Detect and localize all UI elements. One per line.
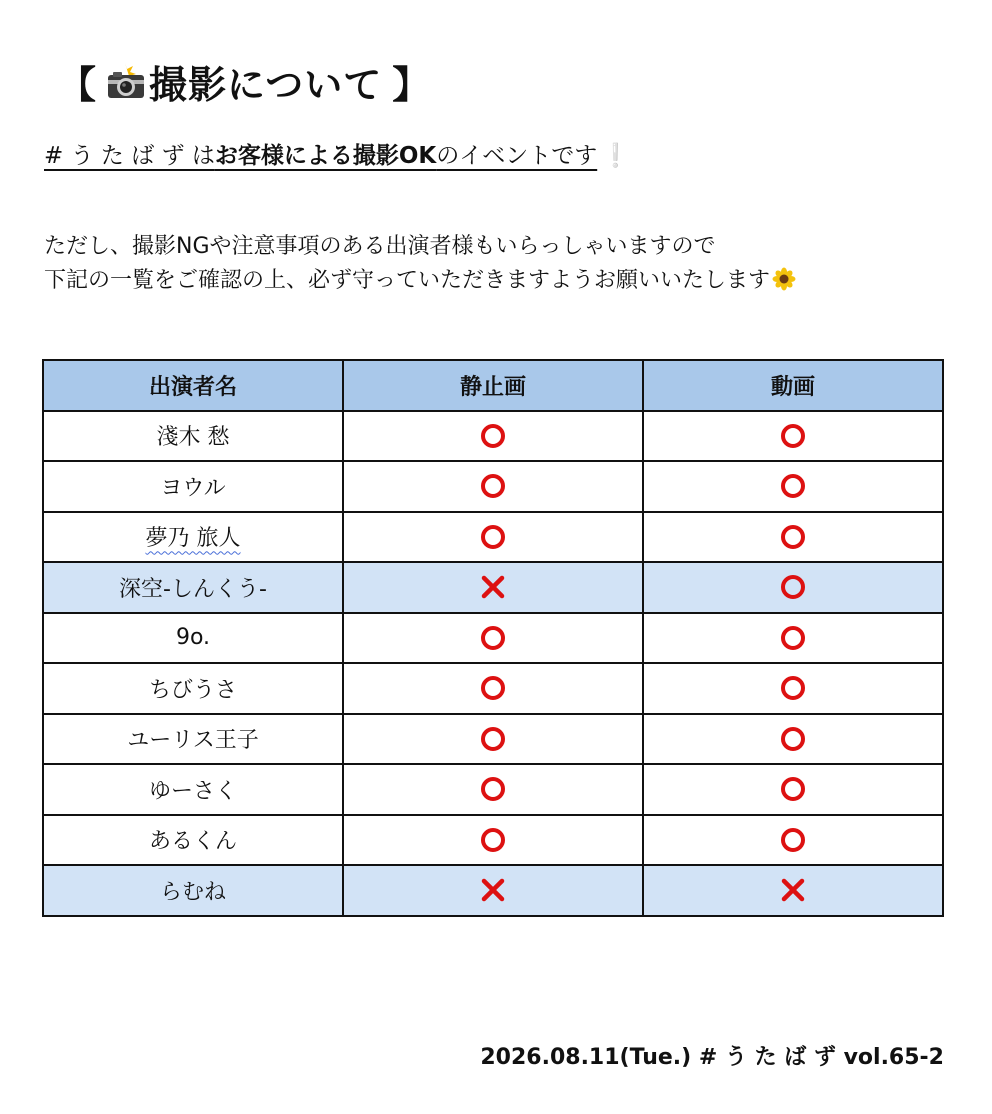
title-text: 撮影について: [149, 63, 383, 107]
circle-ok-icon: [480, 726, 506, 752]
header-performer: 出演者名: [43, 360, 343, 411]
photo-permission-cell: [343, 562, 643, 613]
footer-event-info: 2026.08.11(Tue.) # う た ば ず vol.65-2: [480, 1045, 944, 1070]
notice-line-2-wrap: [44, 264, 796, 298]
circle-ok-icon: [480, 473, 506, 499]
table-row: [43, 764, 943, 815]
video-permission-cell: [643, 562, 943, 613]
video-permission-cell: [643, 764, 943, 815]
exclamation-icon: ❕: [601, 143, 630, 169]
table-row: [43, 865, 943, 916]
table-row: [43, 613, 943, 664]
performer-name-text: ヨウル: [160, 475, 226, 501]
performer-name: [43, 714, 343, 765]
performer-name: [43, 461, 343, 512]
table-row: [43, 512, 943, 563]
video-permission-cell: [643, 512, 943, 563]
performer-name-text: 淺木 愁: [156, 425, 230, 451]
circle-ok-icon: [480, 776, 506, 802]
header-video: 動画: [643, 360, 943, 411]
video-permission-cell: [643, 411, 943, 462]
header-photo: 静止画: [343, 360, 643, 411]
performer-name-text: ユーリス王子: [127, 728, 259, 754]
video-permission-cell: [643, 663, 943, 714]
performer-name-text: あるくん: [148, 829, 237, 855]
performer-name: [43, 562, 343, 613]
photo-permission-table: [42, 359, 944, 917]
circle-ok-icon: [780, 726, 806, 752]
photo-permission-cell: [343, 714, 643, 765]
photo-permission-cell: [343, 865, 643, 916]
circle-ok-icon: [480, 524, 506, 550]
circle-ok-icon: [780, 776, 806, 802]
circle-ok-icon: [480, 625, 506, 651]
performer-name-text: 9o.: [175, 625, 211, 651]
performer-name-text: 夢乃 旅人: [145, 526, 241, 552]
video-permission-cell: [643, 865, 943, 916]
circle-ok-icon: [780, 524, 806, 550]
performer-name: [43, 411, 343, 462]
performer-name: [43, 865, 343, 916]
circle-ok-icon: [480, 675, 506, 701]
video-permission-cell: [643, 815, 943, 866]
photo-permission-cell: [343, 461, 643, 512]
video-permission-cell: [643, 714, 943, 765]
performer-name: [43, 815, 343, 866]
cross-ng-icon: [480, 574, 506, 600]
performer-name-text: ちびうさ: [148, 677, 237, 703]
notice-line-1: ただし、撮影NGや注意事項のある出演者様もいらっしゃいますので: [44, 234, 716, 259]
circle-ok-icon: [480, 423, 506, 449]
performer-name-text: らむね: [159, 879, 226, 905]
subtitle-bold: お客様による撮影OK: [214, 143, 437, 169]
notice-line-2: 下記の一覧をご確認の上、必ず守っていただきますようお願いいたします: [44, 268, 771, 293]
table-row: [43, 714, 943, 765]
video-permission-cell: [643, 461, 943, 512]
sunflower-icon: [772, 267, 796, 291]
circle-ok-icon: [780, 827, 806, 853]
subtitle: [44, 137, 630, 170]
performer-name-text: ゆーさく: [148, 778, 237, 804]
subtitle-rest: のイベントです: [436, 143, 598, 169]
photo-permission-cell: [343, 815, 643, 866]
table-header-row: [43, 360, 943, 411]
photo-permission-cell: [343, 613, 643, 664]
cross-ng-icon: [480, 877, 506, 903]
performer-name: [43, 613, 343, 664]
notice-text: [44, 230, 796, 298]
circle-ok-icon: [780, 675, 806, 701]
title-close-bracket: 】: [392, 63, 432, 107]
table-row: [43, 562, 943, 613]
performer-name: [43, 512, 343, 563]
circle-ok-icon: [780, 423, 806, 449]
video-permission-cell: [643, 613, 943, 664]
performer-name: [43, 764, 343, 815]
photo-permission-cell: [343, 663, 643, 714]
subtitle-hashtag: # う た ば ず は: [44, 143, 215, 169]
performer-name-text: 深空-しんくう-: [119, 576, 267, 602]
cross-ng-icon: [780, 877, 806, 903]
table-row: [43, 461, 943, 512]
table-row: [43, 411, 943, 462]
table-row: [43, 815, 943, 866]
title-open-bracket: 【: [58, 63, 98, 107]
table-row: [43, 663, 943, 714]
circle-ok-icon: [780, 625, 806, 651]
page-title: [58, 54, 431, 109]
photo-permission-cell: [343, 411, 643, 462]
photo-permission-cell: [343, 764, 643, 815]
photo-permission-cell: [343, 512, 643, 563]
circle-ok-icon: [780, 574, 806, 600]
camera-flash-icon: [103, 63, 147, 101]
circle-ok-icon: [480, 827, 506, 853]
performer-name: [43, 663, 343, 714]
circle-ok-icon: [780, 473, 806, 499]
